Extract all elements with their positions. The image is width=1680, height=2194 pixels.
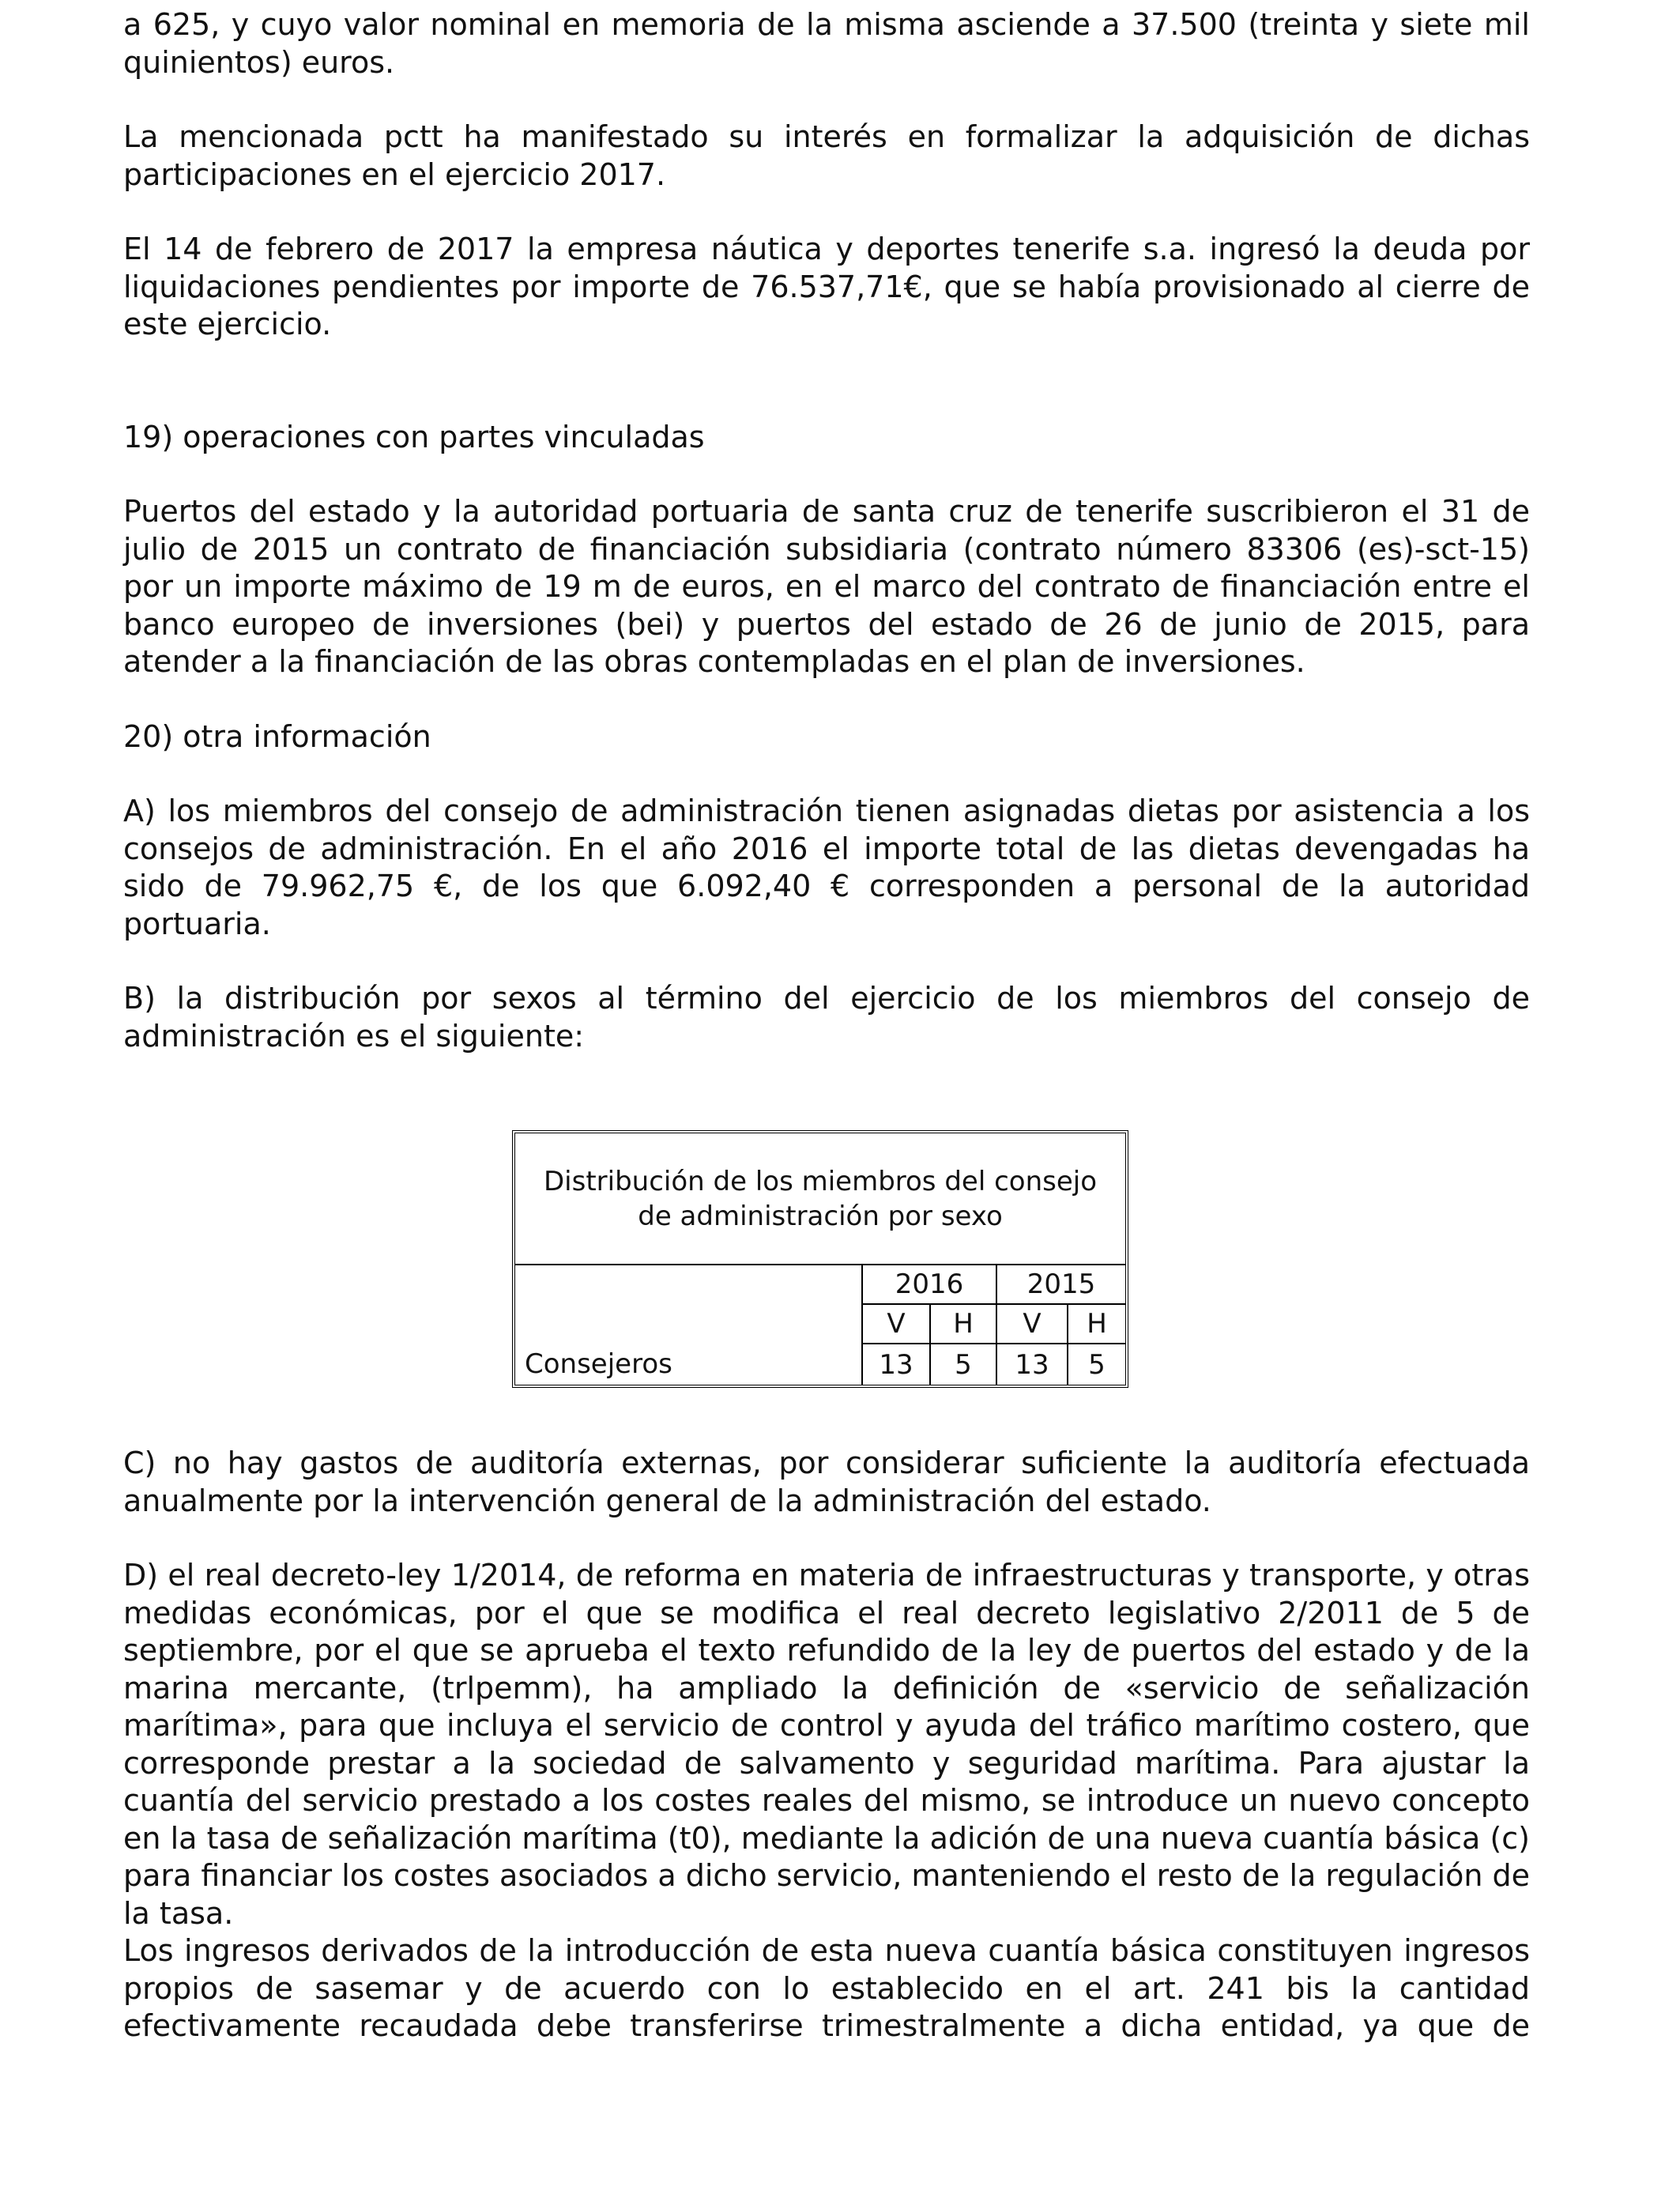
col-header-h-2016: H (929, 1305, 996, 1344)
cell-h-2015: 5 (1067, 1344, 1125, 1385)
paragraph-d-royal-decree: D) el real decreto-ley 1/2014, de reforma en materia de infraestructuras y transporte, y otras medidas económicas, por el que se modifica el real decreto legislativo 2/2011 de 5 de septiembre, por el que se aprueba el texto refundido de la ley de puertos del estado y de la marina mercante, (trlpemm), ha ampliado la definición de «servicio de señalización marítima», para que incluya el servicio de control y ayuda del tráfico marítimo costero, que corresponde prestar a la sociedad de salvamento y seguridad marítima. Para ajustar la cuantía del servicio prestado a los costes reales del mismo, se introduce un nuevo concepto en la tasa de señalización marítima (t0), mediante la adición de una nueva cuantía básica (c) para financiar los costes asociados a dicho servicio, manteniendo el resto de la regulación de la tasa. (123, 1558, 1530, 1931)
cell-v-2015: 13 (996, 1344, 1067, 1385)
board-gender-table (512, 1130, 1128, 1388)
col-header-v-2015: V (996, 1305, 1067, 1344)
row-label-consejeros: Consejeros (525, 1348, 672, 1380)
year-header-2016: 2016 (861, 1265, 996, 1305)
col-header-h-2015: H (1067, 1305, 1125, 1344)
paragraph-pctt-interest: La mencionada pctt ha manifestado su interés en formalizar la adquisición de dichas participaciones en el ejercicio 2017. (123, 119, 1530, 192)
paragraph-debt-payment: El 14 de febrero de 2017 la empresa náutica y deportes tenerife s.a. ingresó la deuda por liquidaciones pendientes por importe de 76.537,71€, que se había provisionado al cierre de este ejercicio. (123, 232, 1530, 341)
section-heading-19: 19) operaciones con partes vinculadas (123, 419, 705, 454)
year-header-2015: 2015 (996, 1265, 1125, 1305)
table-title (515, 1133, 1125, 1265)
paragraph-financing-contract: Puertos del estado y la autoridad portuaria de santa cruz de tenerife suscribieron el 31 de julio de 2015 un contrato de financiación subsidiaria (contrato número 83306 (es)-sct-15) por un importe máximo de 19 m de euros, en el marco del contrato de financiación entre el banco europeo de inversiones (bei) y puertos del estado de 26 de junio de 2015, para atender a la financiación de las obras contempladas en el plan de inversiones. (123, 494, 1530, 679)
document-page-lower (123, 1445, 1530, 2045)
col-header-v-2016: V (861, 1305, 929, 1344)
cell-v-2016: 13 (861, 1344, 929, 1385)
table-title-line-1: Distribución de los miembros del consejo (543, 1165, 1098, 1197)
table-grid (515, 1265, 1125, 1385)
document-page (123, 0, 1530, 1055)
paragraph-a-board-allowances: A) los miembros del consejo de administración tienen asignadas dietas por asistencia a los consejos de administración. En el año 2016 el importe total de las dietas devengadas ha sido de 79.962,75 €, de los que 6.092,40 € corresponden a personal de la autoridad portuaria. (123, 794, 1530, 941)
paragraph-nominal-value: a 625, y cuyo valor nominal en memoria de la misma asciende a 37.500 (treinta y siete mil quinientos) euros. (123, 7, 1530, 80)
cell-h-2016: 5 (929, 1344, 996, 1385)
table-title-line-2: de administración por sexo (638, 1200, 1003, 1232)
paragraph-c-audit: C) no hay gastos de auditoría externas, por considerar suficiente la auditoría efectuada anualmente por la intervención general de la administración del estado. (123, 1446, 1530, 1518)
paragraph-sasemar-income: Los ingresos derivados de la introducción de esta nueva cuantía básica constituyen ingresos propios de sasemar y de acuerdo con lo establecido en el art. 241 bis la cantidad efectivamente recaudada debe transferirse trimestralmente a dicha entidad, ya que de (123, 1933, 1530, 2043)
paragraph-b-gender-distribution: B) la distribución por sexos al término del ejercicio de los miembros del consejo de administración es el siguiente: (123, 981, 1530, 1054)
section-heading-20: 20) otra información (123, 718, 431, 754)
